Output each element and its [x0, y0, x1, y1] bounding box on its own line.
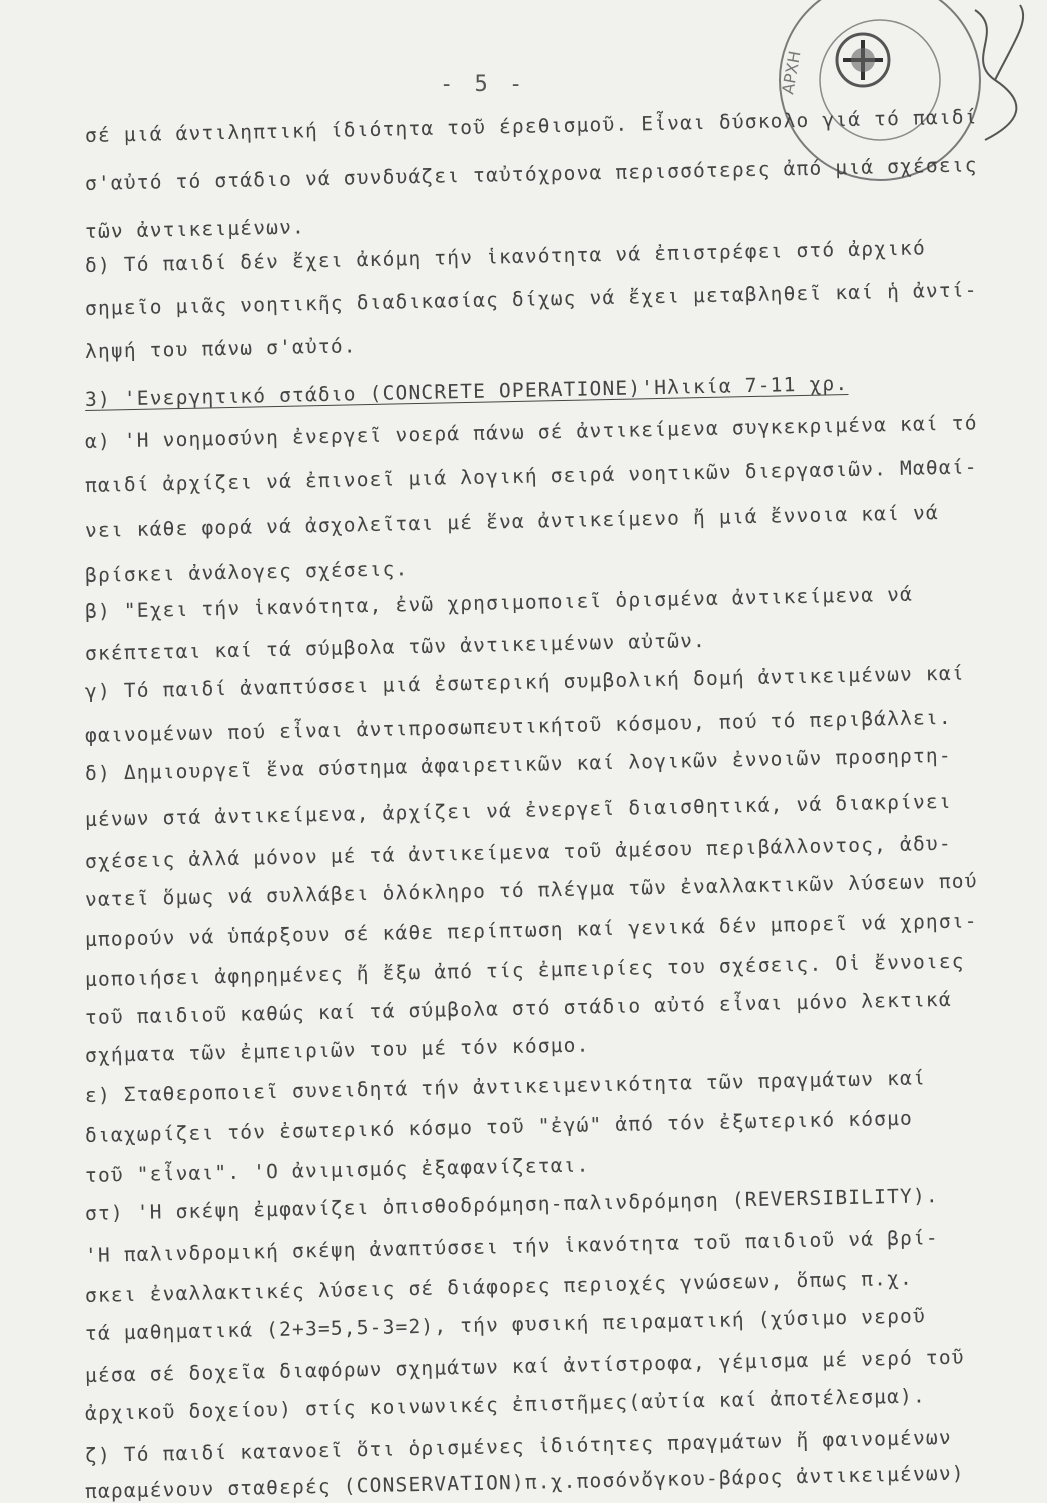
text-line: α) 'Η νοημοσύνη ἐνεργεῖ νοερά πάνω σέ ἀντικείμενα συγκεκριμένα καί τό: [84, 411, 978, 453]
text-line: β) "Εχει τήν ἱκανότητα, ἐνῶ χρησιμοποιεῖ ὁρισμένα ἀντικείμενα νά: [84, 582, 914, 623]
text-line: μέσα σέ δοχεῖα διαφόρων σχημάτων καί ἀντίστροφα, γέμισμα μέ νερό τοῦ: [84, 1345, 965, 1387]
text-line: παραμένουν σταθερές (CONSERVATION)π.χ.ποσόνὄγκου-βάρος ἀντικειμένων): [84, 1461, 965, 1503]
svg-text:ΑΡΧΗ: ΑΡΧΗ: [778, 49, 805, 96]
text-line: μοποιήσει ἀφηρημένες ἤ ἔξω ἀπό τίς ἐμπειρίες του σχέσεις. Οἱ ἔννοιες: [84, 949, 965, 991]
text-line: τοῦ "εἶναι". 'Ο ἀνιμισμός ἐξαφανίζεται.: [84, 1153, 590, 1187]
text-line: σέ μιά άντιληπτική ίδιότητα τοῦ έρεθισμοῦ. Εἶναι δύσκολο γιά τό παιδί: [84, 105, 978, 147]
text-line: ζ) Τό παιδί κατανοεῖ ὅτι ὁρισμένες ἰδιότητες πραγμάτων ἤ φαινομένων: [84, 1425, 953, 1467]
text-line: σκει ἐναλλακτικές λύσεις σέ διάφορες περιοχές γνώσεων, ὅπως π.χ.: [84, 1266, 914, 1307]
text-line: τῶν ἀντικειμένων.: [84, 215, 306, 243]
text-line: βρίσκει ἀνάλογες σχέσεις.: [84, 557, 409, 587]
text-line: σημεῖο μιᾶς νοητικῆς διαδικασίας δίχως νά ἔχει μεταβληθεῖ καί ἡ ἀντί-: [84, 278, 978, 320]
text-line: γ) Τό παιδί ἀναπτύσσει μιά ἐσωτερική συμβολική δομή ἀντικειμένων καί: [84, 661, 965, 703]
text-line: δ) Τό παιδί δέν ἔχει ἀκόμη τήν ἱκανότητα νά ἐπιστρέφει στό ἀρχικό: [84, 236, 927, 277]
text-line: φαινομένων πού εἶναι ἀντιπροσωπευτικήτοῦ κόσμου, πού τό περιβάλλει.: [84, 705, 953, 747]
text-line: ἀρχικοῦ δοχείου) στίς κοινωνικές ἐπιστῆμες(αὐτία καί ἀποτέλεσμα).: [84, 1384, 927, 1425]
page-number: - 5 -: [440, 72, 527, 97]
text-line: νει κάθε φορά νά ἀσχολεῖται μέ ἕνα ἀντικείμενο ἤ μιά ἔννοια καί νά: [84, 501, 940, 542]
text-line: σχέσεις ἀλλά μόνον μέ τά ἀντικείμενα τοῦ ἀμέσου περιβάλλοντος, ἀδυ-: [84, 831, 953, 873]
text-line: σκέπτεται καί τά σύμβολα τῶν ἀντικειμένων αὐτῶν.: [84, 628, 707, 665]
text-line: νατεῖ ὅμως νά συλλάβει ὁλόκληρο τό πλέγμα τῶν ἐναλλακτικῶν λύσεων πού: [84, 869, 978, 911]
text-line: σ'αὐτό τό στάδιο νά συνδυάζει ταὐτόχρονα περισσότερες ἀπό μιά σχέσεις: [84, 153, 978, 195]
text-line: παιδί ἀρχίζει νά ἐπινοεῖ μιά λογική σειρά νοητικῶν διεργασιῶν. Μαθαί-: [84, 455, 978, 497]
section-heading: 3) 'Ενεργητικό στάδιο (CONCRETE OPERATIONE)'Ηλικία 7-11 χρ.: [84, 372, 849, 411]
text-line: ληψή του πάνω σ'αὐτό.: [84, 334, 357, 363]
text-line: τοῦ παιδιοῦ καθώς καί τά σύμβολα στό στάδιο αὐτό εἶναι μόνο λεκτικά: [84, 987, 953, 1029]
text-line: ε) Σταθεροποιεῖ συνειδητά τήν ἀντικειμενικότητα τῶν πραγμάτων καί: [84, 1066, 927, 1107]
text-line: σχήματα τῶν ἐμπειριῶν του μέ τόν κόσμο.: [84, 1033, 590, 1067]
text-line: μένων στά ἀντικείμενα, ἀρχίζει νά ἐνεργεῖ διαισθητικά, νά διακρίνει: [84, 789, 953, 831]
text-line: 'Η παλινδρομική σκέψη ἀναπτύσσει τήν ἱκανότητα τοῦ παιδιοῦ νά βρί-: [84, 1226, 940, 1267]
text-line: στ) 'Η σκέψη ἐμφανίζει ὀπισθοδρόμηση-παλινδρόμηση (REVERSIBILITY).: [84, 1184, 940, 1225]
text-line: δ) Δημιουργεῖ ἕνα σύστημα ἀφαιρετικῶν καί λογικῶν ἐννοιῶν προσηρτη-: [84, 743, 953, 785]
text-line: μπορούν νά ὑπάρξουν σέ κάθε περίπτωση καί γενικά δέν μπορεῖ νά χρησι-: [84, 909, 978, 951]
text-line: τά μαθηματικά (2+3=5,5-3=2), τήν φυσική πειραματική (χύσιμο νεροῦ: [84, 1304, 927, 1345]
text-line: διαχωρίζει τόν ἐσωτερικό κόσμο τοῦ "ἐγώ" ἀπό τόν ἐξωτερικό κόσμο: [84, 1106, 914, 1147]
